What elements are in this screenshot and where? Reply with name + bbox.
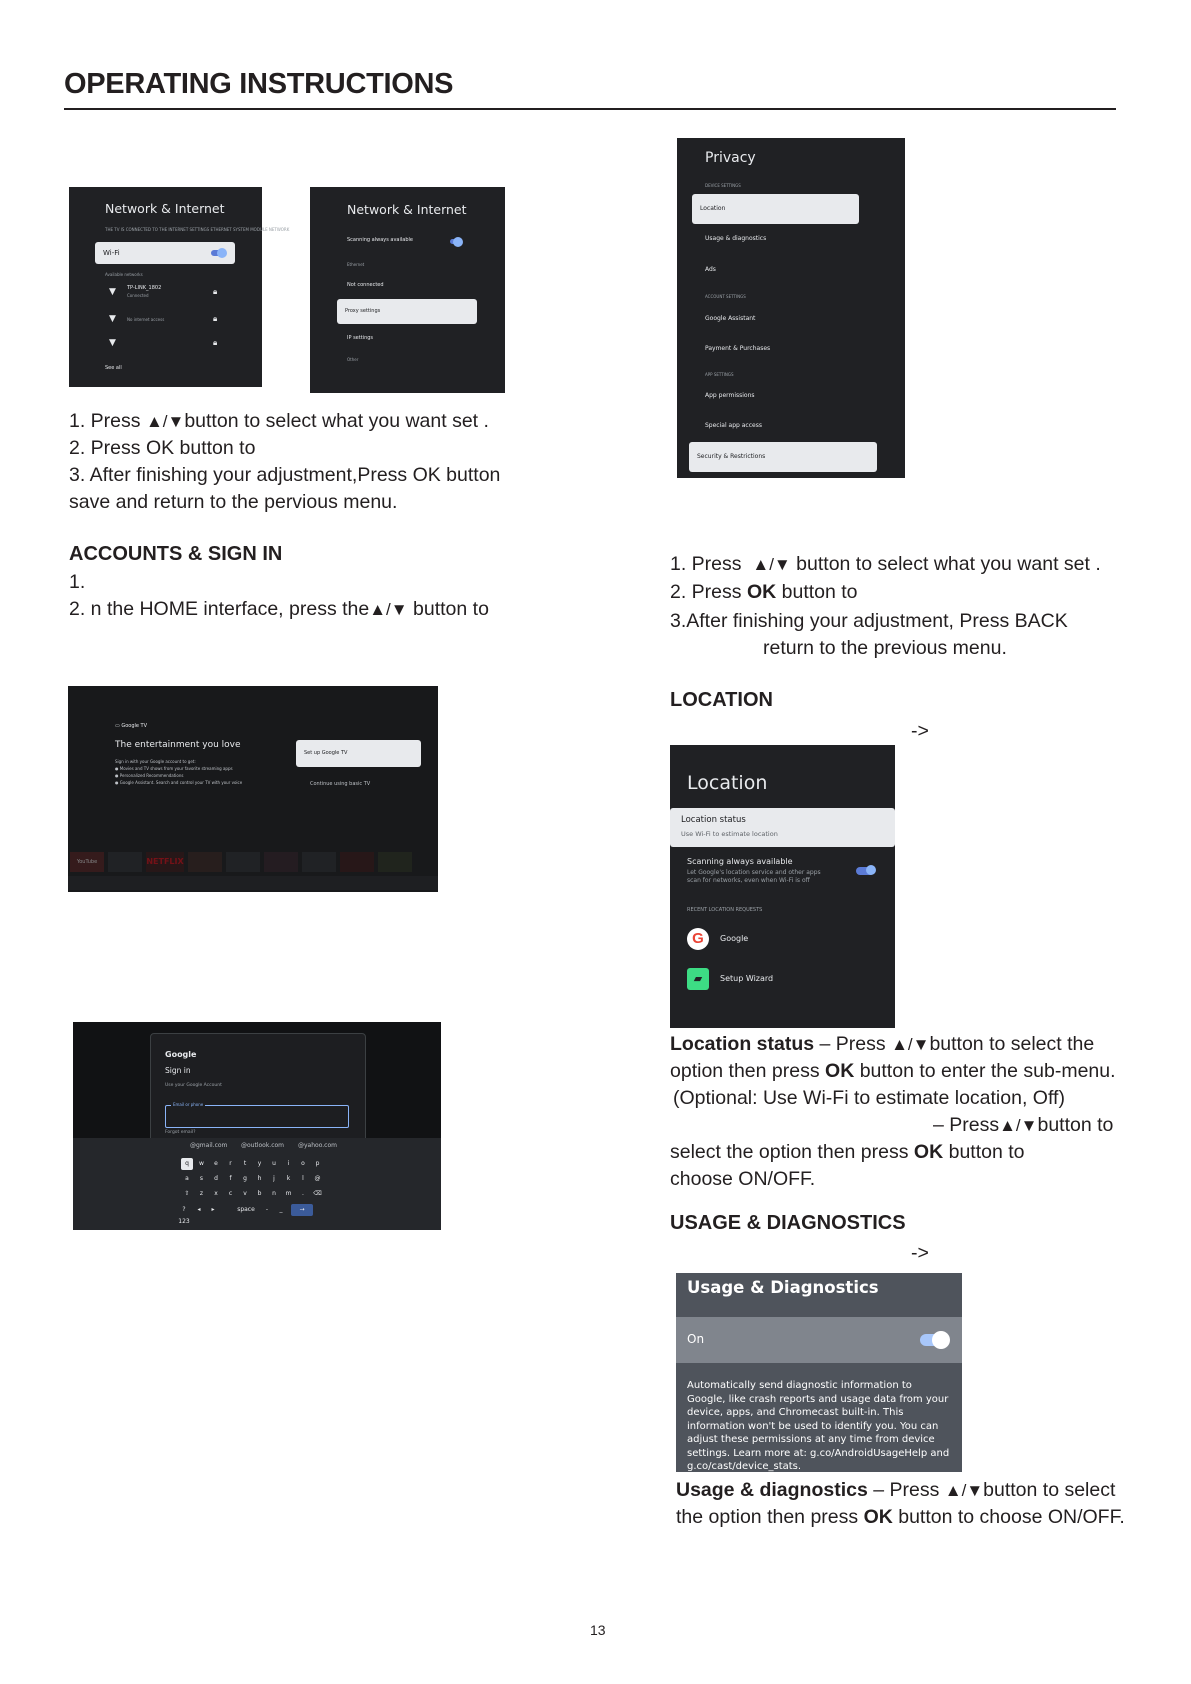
screen-title: Network & Internet — [105, 201, 225, 216]
lock-icon: 🔒︎ — [213, 338, 218, 347]
security-restrictions-row[interactable] — [689, 442, 877, 472]
keyboard-key[interactable]: ▸ — [211, 1206, 215, 1213]
ethernet-label: Ethernet — [347, 262, 365, 267]
scanning-sub-2: scan for networks, even when Wi-Fi is off — [687, 877, 810, 884]
keyboard-key[interactable]: y — [257, 1160, 262, 1167]
not-connected-label: Not connected — [347, 282, 384, 288]
usage-toggle[interactable] — [920, 1334, 948, 1346]
app-permissions-item[interactable]: App permissions — [705, 392, 755, 399]
wifi-icon: ▼ — [109, 314, 116, 324]
signin-subtitle: Use your Google Account — [165, 1083, 222, 1088]
usage-diagnostics-item[interactable]: Usage & diagnostics — [705, 235, 767, 242]
usage-arrow: -> — [911, 1242, 929, 1264]
keyboard-key[interactable]: _ — [279, 1206, 283, 1213]
location-status-sub: Use Wi-Fi to estimate location — [681, 830, 778, 838]
keyboard-key[interactable]: @ — [314, 1175, 321, 1182]
keyboard-key[interactable]: - — [265, 1206, 269, 1213]
google-tv-setup-screen — [68, 686, 438, 892]
desc-press-2: – Press — [933, 1114, 1000, 1136]
location-screen — [670, 745, 895, 1028]
scanning-label: Scanning always available — [347, 237, 413, 243]
network-note: THE TV IS CONNECTED TO THE INTERNET SETTINGS ETHERNET SYSTEM MODULE NETWORK — [105, 227, 290, 232]
email-field[interactable] — [165, 1102, 349, 1128]
network-internet-screen-2 — [310, 187, 505, 393]
keyboard-key[interactable]: f — [229, 1175, 232, 1182]
desc-choose: button to choose ON/OFF. — [898, 1506, 1125, 1528]
step-3a: 3.After finishing your adjustment, Press BACK — [670, 610, 1068, 632]
accounts-step-2-tail: button to — [413, 598, 489, 620]
lock-icon: 🔒︎ — [213, 287, 218, 296]
keyboard-key[interactable]: . — [302, 1190, 304, 1197]
keyboard-key[interactable]: n — [272, 1190, 276, 1197]
scanning-sub-1: Let Google's location service and other apps — [687, 869, 821, 876]
keyboard-key[interactable]: p — [315, 1160, 320, 1167]
up-down-arrows-icon: ▲/▼ — [944, 1481, 984, 1500]
step-2: 2. Press OK button to — [69, 437, 256, 459]
app-tile[interactable] — [378, 852, 412, 872]
step-1-prefix: 1. Press — [670, 553, 742, 575]
keyboard-key[interactable]: d — [214, 1175, 218, 1182]
special-app-access-item[interactable]: Special app access — [705, 422, 762, 429]
youtube-tile[interactable]: YouTube — [70, 852, 104, 872]
network-status: Connected — [127, 293, 149, 298]
suggestion-outlook[interactable]: @outlook.com — [241, 1142, 285, 1149]
keyboard-key[interactable]: c — [228, 1190, 233, 1197]
keyboard-key[interactable]: a — [185, 1175, 189, 1182]
accounts-step-2 — [69, 596, 489, 623]
setup-button-label: Set up Google TV — [304, 750, 348, 756]
keyboard-key[interactable]: g — [243, 1175, 247, 1182]
bullet-icon: ● — [115, 766, 120, 771]
keyboard-key[interactable]: r — [229, 1160, 232, 1167]
other-label: Other — [347, 357, 359, 362]
signin-title: Sign in — [165, 1066, 191, 1075]
ok-key: OK — [863, 1506, 893, 1528]
scanning-label: Scanning always available — [687, 857, 793, 866]
google-logo: Google — [165, 1050, 197, 1059]
keyboard-key[interactable]: l — [302, 1175, 304, 1182]
proxy-settings-label: Proxy settings — [345, 308, 381, 314]
on-label: On — [687, 1332, 705, 1346]
keyboard-key[interactable]: i — [287, 1160, 290, 1167]
step-1-text: button to select what you want set . — [796, 553, 1101, 575]
keyboard-key[interactable]: s — [199, 1175, 204, 1182]
wifi-icon: ▼ — [109, 287, 116, 297]
bullet-icon: ● — [115, 773, 120, 778]
google-app-item[interactable]: Google — [720, 934, 749, 943]
brand-label: Google TV — [121, 723, 148, 729]
keyboard-key[interactable]: o — [301, 1160, 305, 1167]
ok-key: OK — [746, 581, 777, 603]
keyboard-key[interactable]: u — [272, 1160, 276, 1167]
app-tile[interactable] — [302, 852, 336, 872]
setup-wizard-item[interactable]: Setup Wizard — [720, 974, 774, 983]
desc-submenu: button to enter the sub-menu. — [859, 1060, 1116, 1082]
lock-icon: 🔒︎ — [213, 314, 218, 323]
step-2-text: button to — [781, 581, 858, 603]
up-down-arrows-icon: ▲/▼ — [752, 555, 791, 574]
accounts-step-2-text: 2. n the HOME interface, press the — [69, 598, 370, 620]
suggestion-gmail[interactable]: @gmail.com — [190, 1142, 228, 1149]
network-status: No internet access — [127, 317, 165, 322]
wifi-row[interactable] — [95, 242, 235, 264]
ok-key: OK — [825, 1060, 855, 1082]
page-number: 13 — [590, 1622, 606, 1638]
keyboard-key[interactable]: q — [181, 1158, 193, 1170]
scanning-toggle[interactable] — [856, 867, 874, 875]
security-label: Security & Restrictions — [697, 453, 766, 460]
keyboard-key[interactable]: → — [291, 1204, 313, 1216]
desc-button-to: button to — [1037, 1114, 1114, 1136]
right-steps — [670, 551, 1190, 662]
email-field-label: Email or phone — [173, 1102, 204, 1107]
ip-settings-item[interactable]: IP settings — [347, 335, 374, 341]
ads-item[interactable]: Ads — [705, 266, 716, 273]
app-row — [68, 852, 438, 892]
keyboard-key[interactable]: space — [237, 1206, 255, 1213]
usage-section-title: USAGE & DIAGNOSTICS — [670, 1212, 906, 1234]
suggestion-yahoo[interactable]: @yahoo.com — [298, 1142, 337, 1149]
title-divider — [64, 108, 1116, 110]
page-title: OPERATING INSTRUCTIONS — [64, 68, 454, 100]
location-label: Location — [700, 205, 726, 212]
forgot-email-link[interactable]: Forgot email? — [165, 1130, 196, 1135]
headline: The entertainment you love — [115, 740, 241, 750]
keyboard-key[interactable]: z — [199, 1190, 204, 1197]
step-2-prefix: 2. Press — [670, 581, 742, 603]
desc-option: the option then press — [676, 1506, 859, 1528]
location-status-row[interactable] — [670, 808, 895, 847]
keyboard-key[interactable]: k — [286, 1175, 291, 1182]
benefit-3-text: Google Assistant. Search and control your TV with your voice — [119, 780, 243, 785]
accounts-section-title: ACCOUNTS & SIGN IN — [69, 543, 283, 565]
device-settings-label: DEVICE SETTINGS — [705, 183, 741, 188]
desc-press: – Press — [819, 1033, 886, 1055]
desc-button-to-2: button to — [948, 1141, 1025, 1163]
app-row-2 — [68, 876, 438, 890]
keyboard-key[interactable]: ⇧ — [184, 1190, 190, 1197]
app-tile[interactable] — [108, 852, 142, 872]
up-down-arrows-icon: ▲/▼ — [891, 1035, 930, 1054]
android-icon: ▰ — [687, 968, 709, 990]
up-down-arrows-icon: ▲/▼ — [369, 600, 408, 619]
desc-select-option: select the option then press — [670, 1141, 909, 1163]
step-3b: return to the previous menu. — [763, 637, 1007, 659]
keyboard-key[interactable]: ◂ — [197, 1206, 201, 1213]
keyboard-key[interactable]: e — [214, 1160, 218, 1167]
usage-info-text: Automatically send diagnostic information to Google, like crash reports and usage data from your device, apps, and Chromecast built-in. This information won't be used to identify you. You can adjust these permissions at any time from device settings. Learn more at: g.co/AndroidUsageHelp and g.co/cast/device_stats. — [687, 1380, 950, 1472]
network-name: TP-LINK_1802 — [127, 285, 162, 291]
left-steps — [69, 408, 589, 516]
screen-title: Network & Internet — [347, 202, 467, 217]
setup-google-tv-button[interactable] — [296, 740, 421, 767]
app-tile[interactable] — [264, 852, 298, 872]
tv-icon: ▭ — [115, 723, 122, 729]
app-tile[interactable] — [226, 852, 260, 872]
scanning-toggle[interactable] — [450, 239, 461, 244]
keyboard-key[interactable]: m — [285, 1190, 292, 1197]
keyboard-key[interactable]: b — [257, 1190, 262, 1197]
up-down-arrows-icon: ▲/▼ — [145, 412, 185, 431]
privacy-screen — [677, 138, 905, 478]
app-settings-label: APP SETTINGS — [705, 372, 734, 377]
payment-item[interactable]: Payment & Purchases — [705, 345, 771, 352]
location-arrow: -> — [911, 720, 929, 742]
usage-diagnostics-screen — [676, 1273, 962, 1472]
google-g-icon: G — [687, 928, 709, 950]
step-3b: save and return to the pervious menu. — [69, 491, 398, 513]
see-all-link[interactable]: See all — [105, 365, 122, 371]
proxy-settings-row[interactable] — [337, 299, 477, 324]
keyboard-key[interactable]: ?123 — [178, 1206, 190, 1225]
google-assistant-item[interactable]: Google Assistant — [705, 315, 756, 322]
keyboard-key[interactable]: x — [214, 1190, 218, 1197]
accounts-step-1: 1. — [69, 571, 86, 593]
keyboard-key[interactable]: w — [199, 1160, 204, 1167]
bullet-icon: ● — [115, 780, 120, 785]
desc-optional: (Optional: Use Wi-Fi to estimate location, Off) — [673, 1087, 1065, 1109]
benefit-1-text: Movies and TV shows from your favorite streaming apps — [119, 766, 233, 771]
app-tile[interactable] — [188, 852, 222, 872]
app-tile[interactable] — [340, 852, 374, 872]
wifi-toggle[interactable] — [211, 250, 225, 256]
step-1-text: button to select what you want set . — [184, 410, 489, 432]
desc-press: – Press — [873, 1479, 940, 1501]
desc-choose: choose ON/OFF. — [670, 1168, 816, 1190]
recent-requests-label: RECENT LOCATION REQUESTS — [687, 907, 763, 913]
keyboard-key[interactable]: h — [257, 1175, 262, 1182]
signin-subtext: Sign in with your Google account to get: — [115, 759, 196, 764]
step-1-prefix: 1. Press — [69, 410, 141, 432]
available-networks-label: Available networks — [105, 272, 143, 277]
up-down-arrows-icon: ▲/▼ — [999, 1116, 1038, 1135]
location-description — [670, 1031, 1180, 1193]
network-internet-screen-1 — [69, 187, 290, 387]
basic-tv-button[interactable]: Continue using basic TV — [310, 781, 371, 787]
toggle-knob — [932, 1331, 950, 1349]
location-status-term: Location status — [670, 1033, 815, 1055]
keyboard-key[interactable]: v — [243, 1190, 247, 1197]
location-row[interactable] — [692, 194, 859, 224]
screen-title: Privacy — [705, 150, 756, 166]
wifi-label: Wi-Fi — [103, 249, 120, 257]
benefit-1 — [115, 766, 233, 771]
keyboard-key[interactable]: t — [243, 1160, 247, 1167]
step-3a: 3. After finishing your adjustment,Press OK button — [69, 464, 501, 486]
benefit-2-text: Personalized Recommendations — [119, 773, 184, 778]
location-section-title: LOCATION — [670, 689, 773, 711]
benefit-2 — [115, 773, 183, 778]
google-signin-screen — [73, 1022, 441, 1230]
usage-term: Usage & diagnostics — [676, 1479, 868, 1501]
desc-option: option then press — [670, 1060, 820, 1082]
desc-select: button to select the — [929, 1033, 1095, 1055]
desc-select: button to select — [983, 1479, 1116, 1501]
screen-title: Location — [687, 772, 768, 794]
wifi-icon: ▼ — [109, 338, 116, 348]
benefit-3 — [115, 780, 242, 785]
ok-key: OK — [913, 1141, 944, 1163]
keyboard-key[interactable]: j — [273, 1175, 275, 1182]
google-tv-brand — [115, 723, 147, 729]
screen-title: Usage & Diagnostics — [687, 1278, 879, 1297]
keyboard-key[interactable]: ⌫ — [313, 1190, 322, 1197]
usage-description — [676, 1477, 1186, 1531]
location-status-label: Location status — [681, 815, 746, 825]
netflix-tile[interactable]: NETFLIX — [146, 852, 184, 872]
usage-on-row[interactable] — [676, 1317, 962, 1363]
account-settings-label: ACCOUNT SETTINGS — [705, 294, 746, 299]
